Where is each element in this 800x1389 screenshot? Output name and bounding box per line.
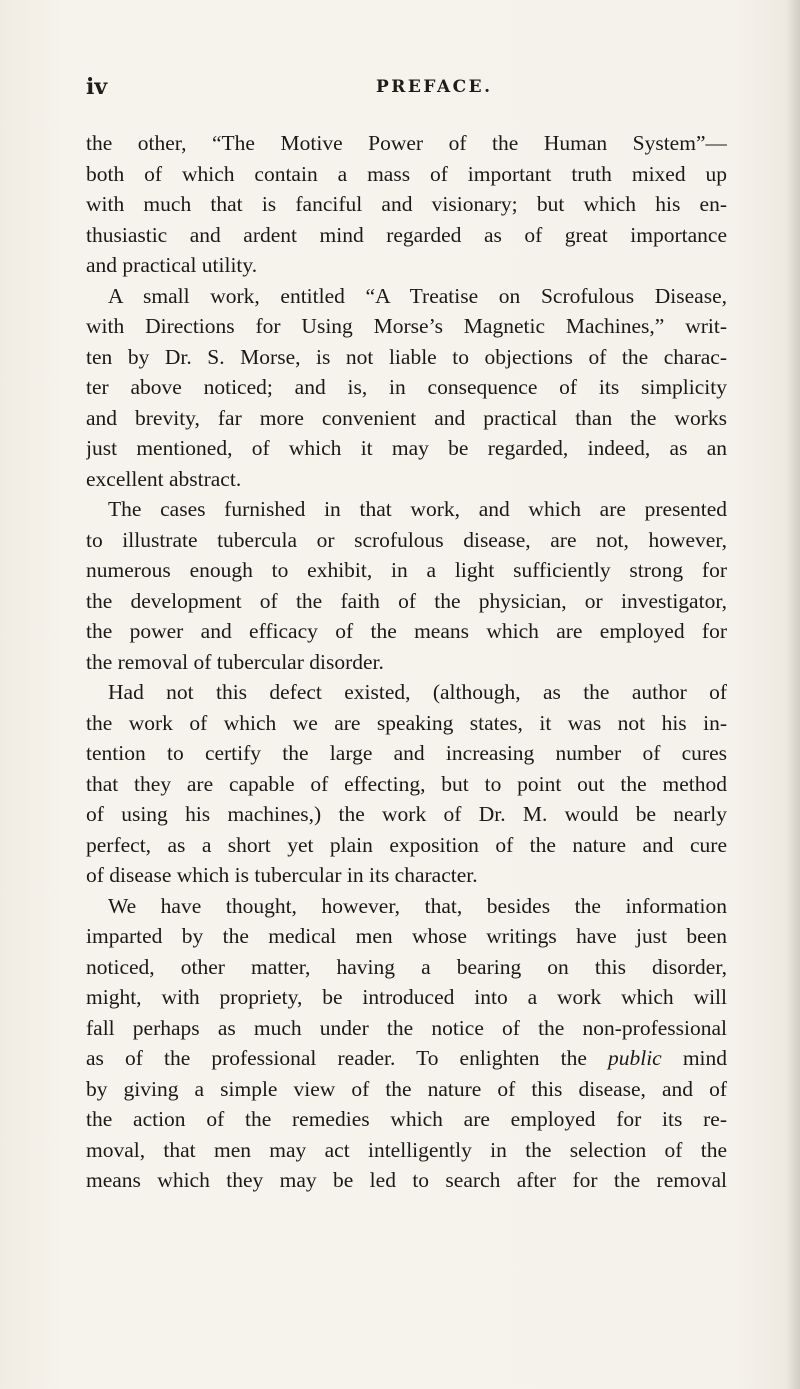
text-line (86, 982, 727, 1013)
text-line-content: moval, that men may act intelligently in the selection of the (86, 1137, 727, 1162)
text-line (86, 1165, 727, 1196)
text-line (86, 189, 727, 220)
text-line (86, 708, 727, 739)
text-line-content: to illustrate tubercula or scrofulous disease, are not, however, (86, 527, 727, 552)
running-head: PREFACE. (376, 77, 493, 97)
text-line (86, 372, 727, 403)
text-line (86, 799, 727, 830)
text-line (86, 1043, 727, 1074)
text-line (86, 342, 727, 373)
text-line (86, 952, 727, 983)
text-line-content: as of the professional reader. To enlighten the (86, 1046, 587, 1070)
text-line-content: with much that is fanciful and visionary; but which his en- (86, 192, 727, 216)
text-line (86, 250, 727, 281)
text-line-tail: mind (661, 1046, 727, 1070)
page-number: iv (86, 74, 108, 100)
text-line-content: tention to certify the large and increasing number of cures (86, 741, 727, 765)
text-line-content: the action of the remedies which are employed for its re- (86, 1107, 727, 1131)
text-line-content: and practical utility. (86, 253, 258, 277)
text-line (86, 128, 727, 159)
text-line (86, 738, 727, 769)
text-line (86, 220, 727, 251)
text-line-content: and brevity, far more convenient and practical than the works (86, 405, 727, 430)
text-line-content: ter above noticed; and is, in consequence of its simplicity (86, 375, 727, 399)
text-line-content: the other, “The Motive Power of the Human System”— (86, 131, 727, 155)
text-line-content: the power and efficacy of the means which are employed for (86, 619, 727, 643)
text-line-content: the removal of tubercular disorder. (86, 649, 384, 674)
text-line-content: of disease which is tubercular in its character. (86, 863, 478, 887)
text-line-content: fall perhaps as much under the notice of the non-professional (86, 1015, 727, 1040)
text-line (86, 647, 727, 678)
text-line (86, 1013, 727, 1044)
text-line-content: noticed, other matter, having a bearing on this disorder, (86, 954, 727, 979)
text-line (86, 555, 727, 586)
text-line-content: numerous enough to exhibit, in a light sufficiently strong for (86, 558, 727, 582)
text-line-content: The cases furnished in that work, and which are presented (108, 497, 727, 521)
text-line-content: imparted by the medical men whose writings have just been (86, 924, 727, 948)
text-line-content: thusiastic and ardent mind regarded as of great importance (86, 222, 727, 247)
text-line-content: ten by Dr. S. Morse, is not liable to objections of the charac- (86, 344, 727, 369)
text-line-content: both of which contain a mass of important truth mixed up (86, 161, 727, 186)
text-line-content: with Directions for Using Morse’s Magnetic Machines,” writ- (86, 314, 727, 338)
text-line (86, 403, 727, 434)
text-line (86, 433, 727, 464)
text-line (86, 525, 727, 556)
text-line (86, 159, 727, 190)
page-edge-shadow (786, 0, 800, 1389)
body-text (86, 128, 727, 1196)
text-line-content: means which they may be led to search after for the removal (86, 1168, 727, 1192)
text-line-content: might, with propriety, be introduced into a work which will (86, 985, 727, 1009)
text-line (86, 311, 727, 342)
text-line (86, 860, 727, 891)
text-line (86, 464, 727, 495)
text-line (86, 616, 727, 647)
text-line-content: by giving a simple view of the nature of this disease, and of (86, 1076, 727, 1101)
text-line-content: the development of the faith of the physician, or investigator, (86, 588, 727, 613)
text-line (86, 830, 727, 861)
text-line-content: Had not this defect existed, (although, as the author of (108, 680, 727, 704)
text-line (86, 1074, 727, 1105)
text-line-content: that they are capable of effecting, but to point out the method (86, 771, 727, 796)
text-line (86, 891, 727, 922)
text-line-content: of using his machines,) the work of Dr. M. would be nearly (86, 802, 727, 826)
text-line-content: just mentioned, of which it may be regarded, indeed, as an (86, 436, 727, 460)
text-line-content: the work of which we are speaking states, it was not his in- (86, 710, 727, 735)
text-line-content: A small work, entitled “A Treatise on Scrofulous Disease, (108, 283, 727, 308)
text-line (86, 494, 727, 525)
page-header (86, 74, 726, 110)
text-line (86, 921, 727, 952)
text-line (86, 1104, 727, 1135)
text-line (86, 586, 727, 617)
italic-word: public (607, 1046, 662, 1070)
text-line (86, 281, 727, 312)
text-line-content: perfect, as a short yet plain exposition of the nature and cure (86, 832, 727, 857)
text-line (86, 677, 727, 708)
text-line (86, 1135, 727, 1166)
text-line (86, 769, 727, 800)
text-line-content: We have thought, however, that, besides the information (108, 893, 727, 918)
text-line-content: excellent abstract. (86, 466, 242, 491)
